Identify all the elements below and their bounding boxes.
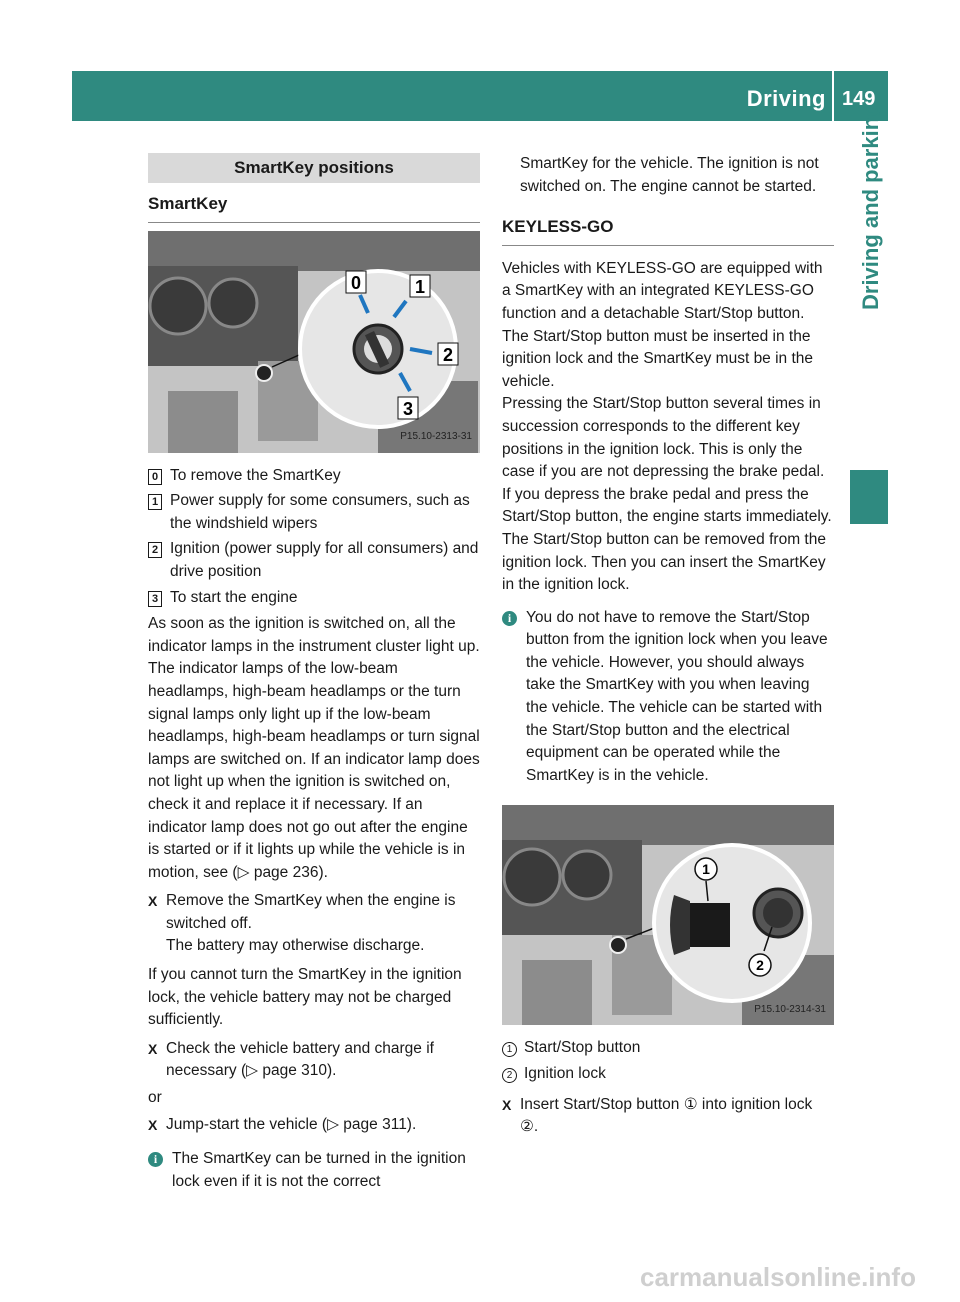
- fig2-label-2: 2: [756, 957, 764, 974]
- step-text: Remove the SmartKey when the engine is switched off.: [166, 892, 456, 932]
- fig1-label-0: 0: [350, 272, 362, 293]
- legend-key: 0: [148, 469, 162, 485]
- legend-key: 1: [502, 1042, 517, 1057]
- legend-smartkey: [148, 465, 480, 610]
- legend-key: 2: [148, 542, 162, 558]
- subheading-smartkey: SmartKey: [148, 193, 480, 223]
- page-number: 149: [842, 88, 876, 110]
- legend-text: Ignition (power supply for all consumers) and drive position: [170, 540, 479, 580]
- paragraph-indicator-lamps: As soon as the ignition is switched on, all the indicator lamps in the instrument cluster light up. The indicator lamps of the low-beam headlamps, high-beam headlamps or the turn signal lamps only light up if the low-beam headlamps, high-beam headlamps or turn signal lamps are switched on. If an indicator lamp does not light up when the ignition is switched on, check it and replace it if necessary. If an indicator lamp does not go out after the engine is started or if it lights up while the vehicle is in motion, see (▷ page 236).: [148, 615, 480, 881]
- legend-item: [148, 587, 480, 610]
- subheading-keyless-go: KEYLESS-GO: [502, 216, 834, 246]
- section-title: SmartKey positions: [148, 153, 480, 183]
- figure-smartkey-positions: [148, 231, 480, 453]
- legend-item: [148, 538, 480, 583]
- header-separator: [832, 71, 834, 121]
- legend-item: [148, 465, 480, 488]
- figure1-code: P15.10-2313-31: [400, 431, 472, 442]
- step-note: The battery may otherwise discharge.: [166, 937, 425, 955]
- info-note-left: [148, 1148, 480, 1193]
- legend-text: Ignition lock: [524, 1065, 606, 1083]
- step-arrow-icon: X: [148, 1116, 158, 1133]
- info-icon: i: [502, 611, 517, 626]
- smartkey-illustration: [148, 231, 480, 453]
- legend-item: [148, 490, 480, 535]
- paragraph-keyless-2: The Start/Stop button must be inserted in the ignition lock and the SmartKey must be in the vehicle.: [502, 327, 814, 390]
- legend-text: Power supply for some consumers, such as the windshield wipers: [170, 492, 470, 532]
- keyless-go-illustration: [502, 805, 834, 1025]
- step-text: Jump-start the vehicle (▷ page 311).: [166, 1115, 417, 1133]
- step-jump-start: [148, 1114, 480, 1137]
- fig1-label-3: 3: [402, 398, 414, 419]
- legend-keyless-go: [502, 1037, 834, 1085]
- legend-item: [502, 1063, 834, 1086]
- step-arrow-icon: X: [502, 1096, 512, 1113]
- step-text: Insert Start/Stop button ① into ignition lock ②.: [520, 1095, 813, 1136]
- or-text: or: [148, 1089, 162, 1107]
- legend-text: To start the engine: [170, 588, 298, 606]
- step-arrow-icon: X: [148, 1040, 158, 1057]
- step-remove-smartkey: [148, 890, 480, 958]
- legend-text: To remove the SmartKey: [170, 466, 341, 484]
- info-icon: i: [148, 1152, 163, 1167]
- fig1-label-2: 2: [442, 344, 454, 365]
- continued-text: SmartKey for the vehicle. The ignition is not switched on. The engine cannot be started.: [520, 155, 819, 195]
- legend-key: 3: [148, 591, 162, 607]
- fig1-label-1: 1: [414, 276, 426, 297]
- info-text: The SmartKey can be turned in the ignition lock even if it is not the correct: [172, 1150, 466, 1190]
- step-arrow-icon: X: [148, 893, 158, 910]
- figure2-code: P15.10-2314-31: [754, 1003, 826, 1015]
- fig2-label-1: 1: [702, 861, 710, 878]
- left-column: [148, 153, 480, 1193]
- legend-item: [502, 1037, 834, 1060]
- step-insert-button: [502, 1094, 834, 1139]
- side-tab: [850, 103, 888, 332]
- paragraph-keyless-3: Pressing the Start/Stop button several times in succession corresponds to the different key positions in the ignition lock. This is only the case if you are not depressing the brake pedal.: [502, 395, 825, 481]
- paragraph-battery: If you cannot turn the SmartKey in the ignition lock, the vehicle battery may not be charged sufficiently.: [148, 966, 462, 1029]
- paragraph-keyless-1: Vehicles with KEYLESS-GO are equipped with a SmartKey with an integrated KEYLESS-GO function and a detachable Start/Stop button.: [502, 259, 823, 322]
- paragraph-keyless-5: The Start/Stop button can be removed from the ignition lock. Then you can insert the SmartKey in the ignition lock.: [502, 530, 826, 594]
- legend-text: Start/Stop button: [524, 1039, 641, 1057]
- step-check-battery: [148, 1038, 480, 1083]
- figure-keyless-go: [502, 805, 834, 1025]
- legend-key: 1: [148, 494, 162, 510]
- info-text: You do not have to remove the Start/Stop button from the ignition lock when you leave the vehicle. However, you should always take the SmartKey with you when leaving the vehicle. The vehicle can be started with the Start/Stop button and the electrical equipment can be operated while the SmartKey is in the vehicle.: [526, 608, 828, 784]
- right-column: [502, 153, 834, 1139]
- side-marker: [850, 470, 888, 524]
- watermark: carmanualsonline.info: [640, 1262, 916, 1292]
- side-tab-label: Driving and parking: [858, 103, 883, 310]
- legend-key: 2: [502, 1068, 517, 1083]
- header-title: Driving: [746, 86, 826, 111]
- paragraph-keyless-4: If you depress the brake pedal and press the Start/Stop button, the engine starts immediately.: [502, 485, 832, 526]
- step-text: Check the vehicle battery and charge if necessary (▷ page 310).: [166, 1039, 434, 1080]
- info-note-right: [502, 607, 834, 788]
